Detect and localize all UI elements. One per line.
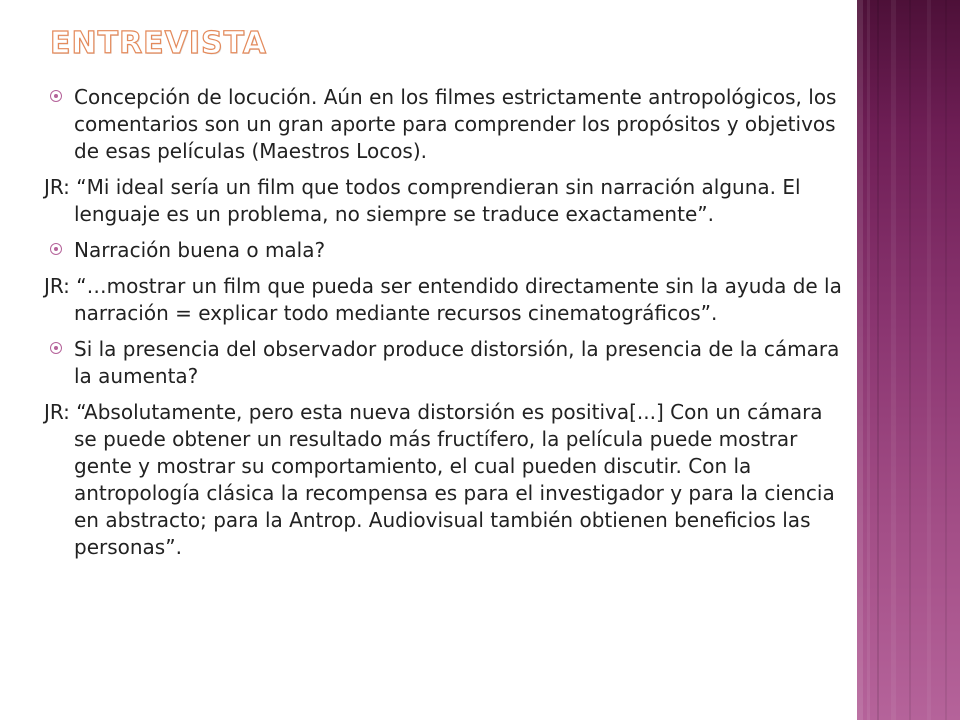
paragraph-text: Concepción de locución. Aún en los filmes estrictamente antropológicos, los comentarios son un gran aporte para comprender los propósitos y objetivos de esas películas (Maestros Locos). [74, 85, 837, 163]
bullet-paragraph [44, 237, 844, 264]
panel-stripe [867, 0, 870, 720]
paragraph-text: JR: “Mi ideal sería un film que todos comprendieran sin narración alguna. El lenguaje es un problema, no siempre se traduce exactamente”. [44, 175, 801, 226]
panel-stripe [891, 0, 896, 720]
paragraph-text: Si la presencia del observador produce distorsión, la presencia de la cámara la aumenta? [74, 337, 840, 388]
slide-title: ENTREVISTA [50, 26, 267, 61]
slide-content [44, 84, 844, 570]
paragraph-text: Narración buena o mala? [74, 238, 326, 262]
bullet-paragraph [44, 84, 844, 165]
paragraph-text: JR: “…mostrar un film que pueda ser entendido directamente sin la ayuda de la narración = explicar todo mediante recursos cinematográficos”. [44, 274, 842, 325]
panel-stripe [909, 0, 911, 720]
panel-stripe [945, 0, 947, 720]
circle-dot-icon [50, 342, 62, 354]
circle-dot-icon [50, 243, 62, 255]
panel-stripe [877, 0, 879, 720]
circle-dot-icon [50, 90, 62, 102]
paragraph-text: JR: “Absolutamente, pero esta nueva distorsión es positiva[...] Con un cámara se puede obtener un resultado más fructífero, la película puede mostrar gente y mostrar su comportamiento, el cual pueden discutir. Con la antropología clásica la recompensa es para el investigador y para la ciencia en abstracto; para la Antrop. Audiovisual también obtienen beneficios las personas”. [44, 400, 835, 559]
reply-paragraph [44, 399, 844, 561]
bullet-paragraph [44, 336, 844, 390]
reply-paragraph [44, 174, 844, 228]
decorative-side-panel [857, 0, 960, 720]
panel-stripe [857, 0, 863, 720]
reply-paragraph [44, 273, 844, 327]
panel-stripe [927, 0, 931, 720]
